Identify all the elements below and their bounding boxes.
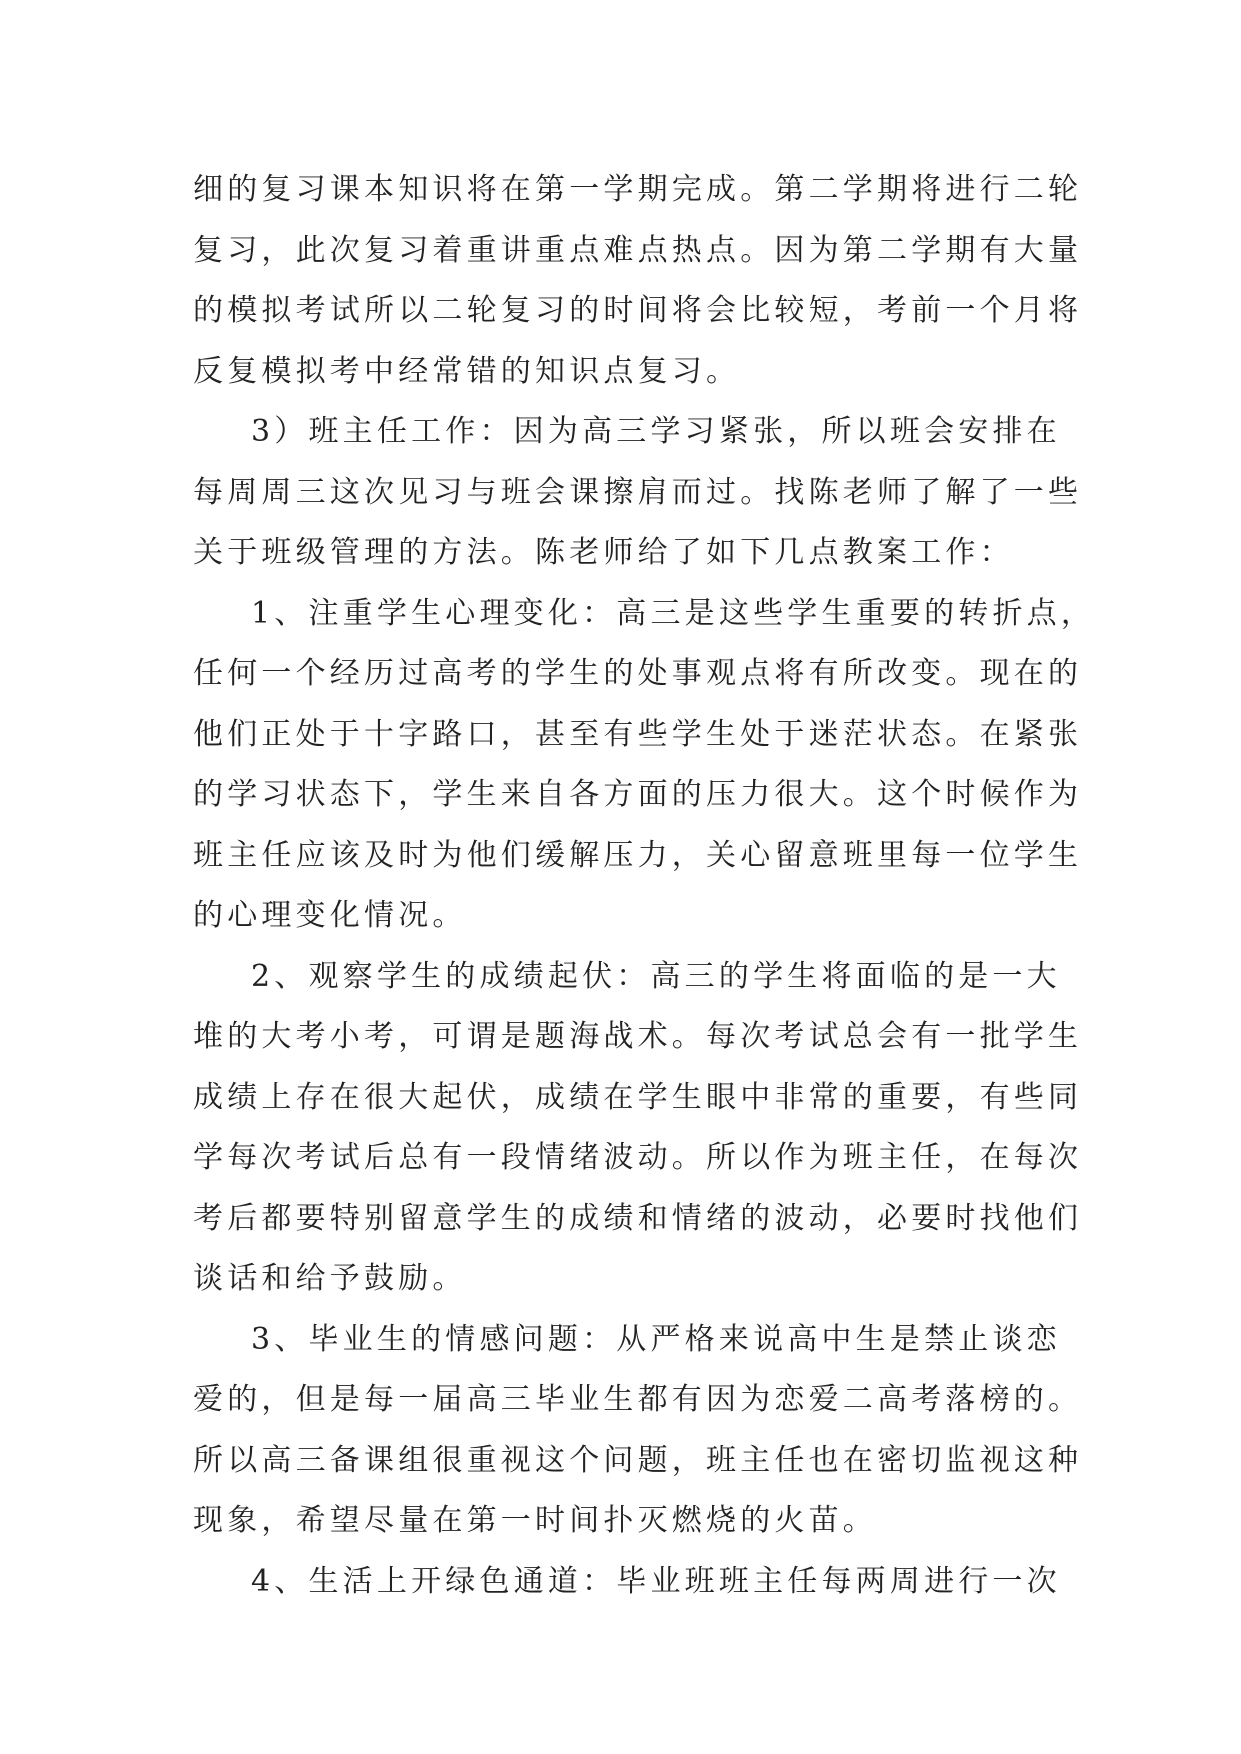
text-line: 的学习状态下，学生来自各方面的压力很大。这个时候作为 [193,777,1083,812]
paragraph-start-line: 2、观察学生的成绩起伏：高三的学生将面临的是一大 [251,958,1061,994]
text-line: 现象，希望尽量在第一时间扑灭燃烧的火苗。 [193,1503,877,1538]
text-line: 的模拟考试所以二轮复习的时间将会比较短，考前一个月将 [193,293,1083,328]
text-line: 学每次考试后总有一段情绪波动。所以作为班主任，在每次 [193,1140,1083,1175]
text-line: 谈话和给予鼓励。 [193,1261,467,1296]
text-line: 复习，此次复习着重讲重点难点热点。因为第二学期有大量 [193,232,1083,268]
text-line: 爱的，但是每一届高三毕业生都有因为恋爱二高考落榜的。 [193,1382,1083,1417]
text-line: 任何一个经历过高考的学生的处事观点将有所改变。现在的 [193,656,1083,691]
text-line: 堆的大考小考，可谓是题海战术。每次考试总会有一批学生 [193,1019,1083,1054]
paragraph-start-line: 1、注重学生心理变化：高三是这些学生重要的转折点， [251,595,1096,631]
text-line: 关于班级管理的方法。陈老师给了如下几点教案工作： [193,535,1014,570]
document-body [193,160,1096,1612]
text-line: 所以高三备课组很重视这个问题，班主任也在密切监视这种 [193,1442,1083,1478]
text-line: 成绩上存在很大起伏，成绩在学生眼中非常的重要，有些同 [193,1079,1083,1115]
paragraph-start-line: 3、毕业生的情感问题：从严格来说高中生是禁止谈恋 [251,1321,1061,1357]
text-line: 每周周三这次见习与班会课擦肩而过。找陈老师了解了一些 [193,474,1083,510]
text-line: 考后都要特别留意学生的成绩和情绪的波动，必要时找他们 [193,1200,1083,1236]
paragraph-start-line: 3）班主任工作：因为高三学习紧张，所以班会安排在 [251,414,1061,449]
text-line: 的心理变化情况。 [193,898,467,933]
paragraph-start-line: 4、生活上开绿色通道：毕业班班主任每两周进行一次 [251,1563,1061,1599]
text-line: 细的复习课本知识将在第一学期完成。第二学期将进行二轮 [193,172,1083,207]
text-line: 他们正处于十字路口，甚至有些学生处于迷茫状态。在紧张 [193,716,1083,752]
text-line: 班主任应该及时为他们缓解压力，关心留意班里每一位学生 [193,837,1083,873]
text-line: 反复模拟考中经常错的知识点复习。 [193,353,741,389]
